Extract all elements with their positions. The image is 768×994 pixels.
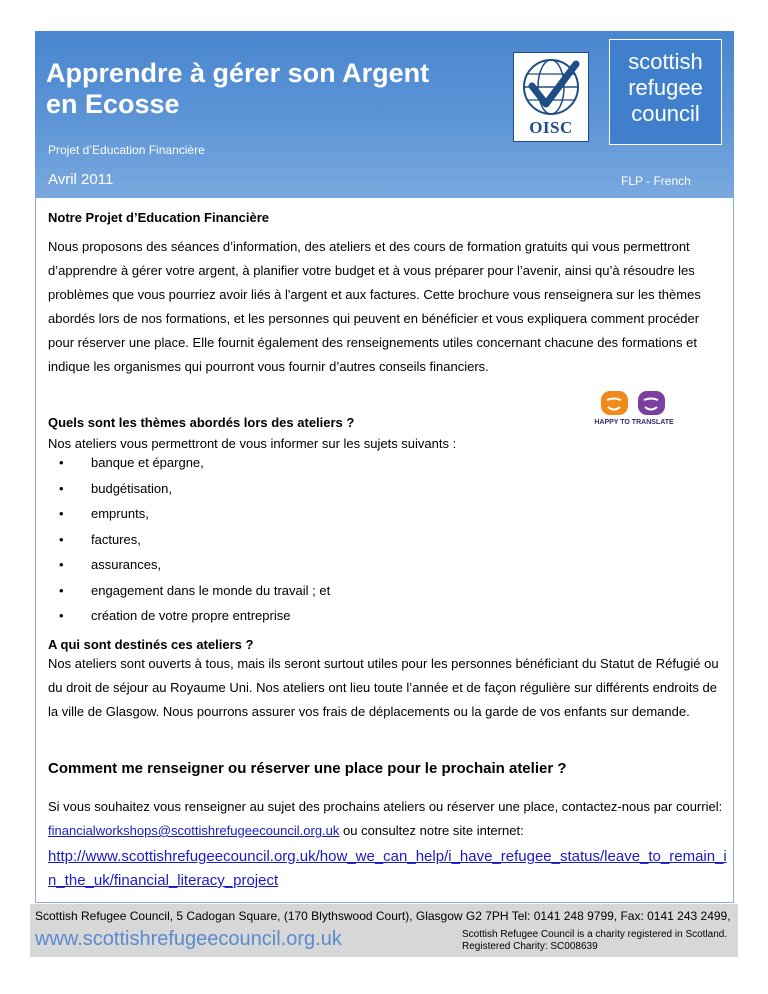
content-box	[35, 198, 734, 903]
list-item-label: création de votre propre entreprise	[91, 608, 291, 623]
list-item	[56, 455, 330, 481]
themes-heading: Quels sont les thèmes abordés lors des ateliers ?	[48, 415, 355, 430]
booking-text-before: Si vous souhaitez vous renseigner au sujet des prochains ateliers ou réserver une place, contactez-nous par courriel:	[48, 799, 723, 814]
bullet-icon: •	[59, 557, 64, 572]
intro-heading: Notre Projet d’Education Financière	[48, 210, 270, 225]
list-item-label: engagement dans le monde du travail ; et	[91, 582, 331, 598]
oisc-logo	[513, 52, 589, 142]
themes-intro: Nos ateliers vous permettront de vous informer sur les sujets suivants :	[48, 436, 457, 451]
intro-text: Nous proposons des séances d’information, des ateliers et des cours de formation gratuits qui vous permettront d’apprendre à gérer votre argent, à planifier votre budget et à vous préparer pour l’avenir, ainsi qu’à résoudre les problèmes que vous pourriez avoir liés à l'argent et aux factures. Cette brochure vous renseignera sur les thèmes abordés lors de nos formations, et les personnes qui peuvent en bénéficier et vous expliquera comment procéder pour réserver une place. Elle fournit également des renseignements utiles concernant chacune des formations et indique les organismes qui pourront vous fournir d’autres conseils financiers.	[48, 239, 701, 374]
happy-to-translate-text: HAPPY TO TRANSLATE	[594, 419, 674, 426]
footer-address: Scottish Refugee Council, 5 Cadogan Square, (170 Blythswood Court), Glasgow G2 7PH Tel: 0141 248 9799, Fax: 0141 243 2499,	[35, 909, 731, 923]
bullet-icon: •	[59, 531, 64, 547]
happy-to-translate-logo	[584, 388, 684, 428]
list-item-label: assurances,	[91, 557, 162, 572]
src-logo-line3: council	[631, 101, 700, 126]
list-item-label: banque et épargne,	[91, 455, 204, 470]
themes-list	[56, 455, 330, 634]
globe-check-icon	[518, 56, 584, 118]
bullet-icon: •	[59, 455, 64, 470]
list-item	[56, 583, 330, 609]
audience-heading: A qui sont destinés ces ateliers ?	[48, 637, 254, 652]
oisc-logo-text: OISC	[529, 118, 573, 137]
footer	[30, 904, 738, 957]
booking-text-after: ou consultez notre site internet:	[339, 823, 524, 838]
list-item	[56, 532, 330, 558]
list-item	[56, 481, 330, 507]
translate-faces-icon	[584, 388, 684, 418]
list-item-label: emprunts,	[91, 506, 149, 521]
footer-charity-info	[462, 929, 727, 953]
header-banner	[35, 31, 734, 198]
list-item	[56, 608, 330, 634]
bullet-icon: •	[59, 608, 64, 623]
page-title-line1: Apprendre à gérer son Argent	[46, 58, 430, 88]
page-subtitle: Projet d’Education Financière	[48, 143, 205, 157]
bullet-icon: •	[59, 480, 64, 496]
issue-date: Avril 2011	[48, 171, 114, 188]
website-url-link[interactable]: http://www.scottishrefugeecouncil.org.uk/how_we_can_help/i_have_refugee_status/leave_to_remain_in_the_uk/financial_literacy_project	[48, 848, 727, 889]
page-title-line2: en Ecosse	[46, 89, 180, 119]
booking-heading: Comment me renseigner ou réserver une place pour le prochain atelier ?	[48, 760, 567, 777]
page-title	[46, 58, 429, 120]
bullet-icon: •	[59, 506, 64, 521]
list-item-label: budgétisation,	[91, 480, 172, 496]
list-item	[56, 557, 330, 583]
email-link[interactable]: financialworkshops@scottishrefugeecouncil.org.uk	[48, 823, 340, 838]
charity-line1: Scottish Refugee Council is a charity registered in Scotland.	[462, 929, 728, 940]
language-code: FLP - French	[621, 174, 691, 188]
booking-text	[48, 795, 728, 843]
bullet-icon: •	[59, 582, 64, 598]
src-logo-line1: scottish	[628, 49, 703, 74]
audience-text: Nos ateliers sont ouverts à tous, mais ils seront surtout utiles pour les personnes bénéficiant du Statut de Réfugié ou du droit de séjour au Royaume Uni. Nos ateliers ont lieu toute l’année et de façon régulière sur différents endroits de la ville de Glasgow. Nous pourrons assurer vos frais de déplacements ou la garde de vos enfants sur demande.	[48, 656, 719, 719]
list-item-label: factures,	[91, 531, 141, 547]
scottish-refugee-council-logo	[609, 39, 722, 145]
footer-website[interactable]: www.scottishrefugeecouncil.org.uk	[35, 928, 342, 950]
list-item	[56, 506, 330, 532]
src-logo-line2: refugee	[628, 75, 703, 100]
charity-line2: Registered Charity: SC008639	[462, 941, 598, 952]
